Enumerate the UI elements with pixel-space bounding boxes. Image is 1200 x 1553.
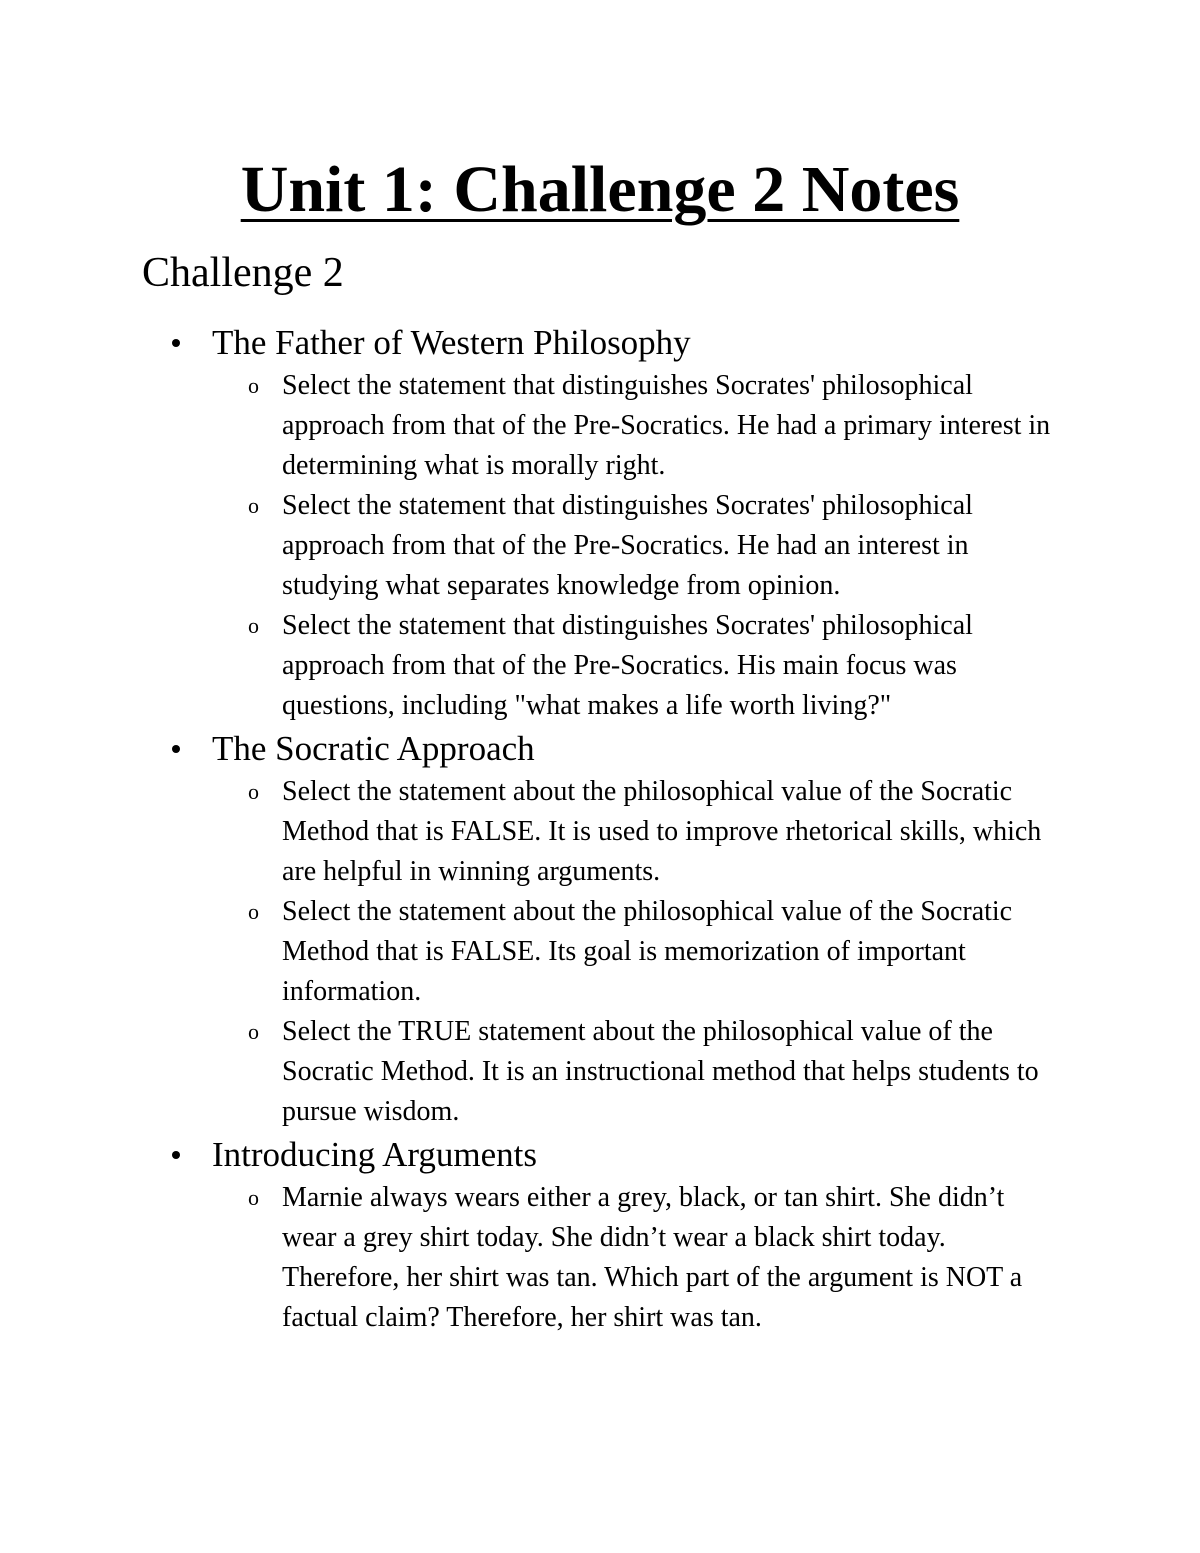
circle-bullet-icon: o — [248, 779, 259, 804]
circle-bullet-icon: o — [248, 1019, 259, 1044]
topic-item — [172, 726, 1072, 1132]
subitem-text: Select the statement that distinguishes Socrates' philosophical approach from that of the Pre-Socratics. His main focus was questions, including "what makes a life worth living?" — [282, 610, 973, 721]
subitem-text: Marnie always wears either a grey, black, or tan shirt. She didn’t wear a grey shirt today. She didn’t wear a black shirt today. Therefore, her shirt was tan. Which part of the argument is NOT a factual claim? Therefore, her shirt was tan. — [282, 1182, 1023, 1333]
page-title: Unit 1: Challenge 2 Notes — [240, 153, 960, 226]
subitem — [248, 1012, 1072, 1132]
section-heading: Challenge 2 — [142, 250, 344, 296]
circle-bullet-icon: o — [248, 1185, 259, 1210]
topic-item — [172, 320, 1072, 726]
circle-bullet-icon: o — [248, 373, 259, 398]
subitem — [248, 772, 1072, 892]
circle-bullet-icon: o — [248, 899, 259, 924]
topic-label: Introducing Arguments — [212, 1135, 538, 1174]
subitem-text: Select the statement that distinguishes Socrates' philosophical approach from that of the Pre-Socratics. He had a primary interest in determining what is morally right. — [282, 370, 1051, 481]
subitem-list — [212, 772, 1072, 1132]
topic-label: The Socratic Approach — [212, 729, 535, 768]
bullet-icon — [172, 1151, 180, 1159]
circle-bullet-icon: o — [248, 613, 259, 638]
subitem — [248, 606, 1072, 726]
subitem-text: Select the statement about the philosophical value of the Socratic Method that is FALSE. Its goal is memorization of important information. — [282, 896, 1013, 1007]
subitem-text: Select the TRUE statement about the philosophical value of the Socratic Method. It is an instructional method that helps students to pursue wisdom. — [282, 1016, 1039, 1127]
subitem-text: Select the statement that distinguishes Socrates' philosophical approach from that of the Pre-Socratics. He had an interest in studying what separates knowledge from opinion. — [282, 490, 973, 601]
subitem — [248, 892, 1072, 1012]
subitem-list — [212, 366, 1072, 726]
topic-list — [172, 320, 1072, 1338]
subitem-list — [212, 1178, 1072, 1338]
topic-item — [172, 1132, 1072, 1338]
bullet-icon — [172, 339, 180, 347]
bullet-icon — [172, 745, 180, 753]
subitem-text: Select the statement about the philosophical value of the Socratic Method that is FALSE. It is used to improve rhetorical skills, which are helpful in winning arguments. — [282, 776, 1042, 887]
subitem — [248, 366, 1072, 486]
topic-label: The Father of Western Philosophy — [212, 323, 691, 362]
circle-bullet-icon: o — [248, 493, 259, 518]
subitem — [248, 1178, 1072, 1338]
subitem — [248, 486, 1072, 606]
